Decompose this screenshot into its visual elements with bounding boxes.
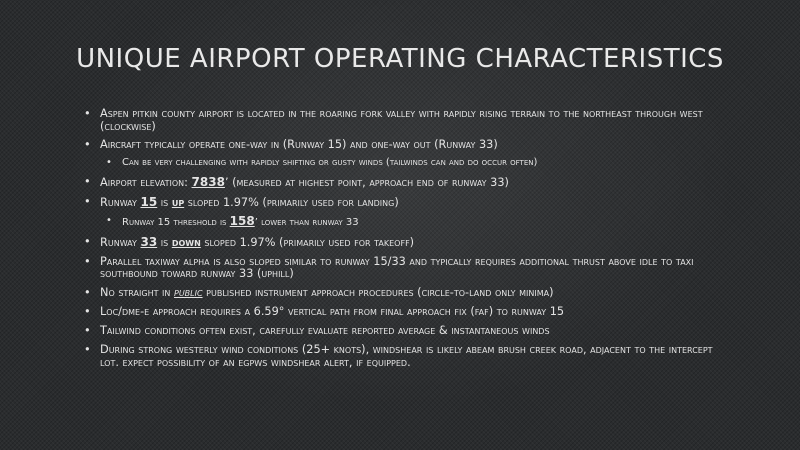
bullet-windshear: • During strong westerly wind conditions (25+ knots), windshear is likely abeam brush creek road, adjacent to the intercept lot. expect possibility of an egpws windshear alert, if equipped. <box>84 344 734 369</box>
runway-33-number: 33 <box>140 234 158 249</box>
slope-up-word: up <box>171 196 185 210</box>
bullet-tailwind: • Tailwind conditions often exist, carefully evaluate reported average & instantaneous winds <box>84 325 734 338</box>
bullet-list <box>84 108 734 375</box>
public-word: public <box>174 286 203 300</box>
slide-title: UNIQUE AIRPORT OPERATING CHARACTERISTICS <box>76 44 724 74</box>
slope-down-word: down <box>171 235 201 249</box>
threshold-diff-value: 158 <box>229 214 255 229</box>
bullet-no-straight-in: • No straight in public published instrument approach procedures (circle-to-land only minima) <box>84 287 734 300</box>
bullet-runway-15-slope: • Runway 15 is up sloped 1.97% (primarily used for landing) <box>84 196 734 210</box>
sub-bullet-winds: • Can be very challenging with rapidly shifting or gusty winds (tailwinds can and do occur often) <box>84 157 734 170</box>
bullet-one-way-ops: • Aircraft typically operate one-way in (Runway 15) and one-way out (Runway 33) <box>84 139 734 152</box>
runway-15-number: 15 <box>140 195 158 210</box>
sub-bullet-threshold: • Runway 15 threshold is 158’ lower than runway 33 <box>84 215 734 230</box>
bullet-location: • Aspen pitkin county airport is located in the roaring fork valley with rapidly rising terrain to the northeast through west (clockwise) <box>84 108 734 133</box>
bullet-loc-dme: • Loc/dme-e approach requires a 6.59° vertical path from final approach fix (faf) to runway 15 <box>84 306 734 319</box>
elevation-value: 7838 <box>191 175 225 190</box>
bullet-runway-33-slope: • Runway 33 is down sloped 1.97% (primarily used for takeoff) <box>84 236 734 250</box>
bullet-taxiway-alpha: • Parallel taxiway alpha is also sloped similar to runway 15/33 and typically requires additional thrust above idle to taxi southbound toward runway 33 (uphill) <box>84 256 734 281</box>
bullet-elevation: • Airport elevation: 7838’ (measured at highest point, approach end of runway 33) <box>84 176 734 190</box>
